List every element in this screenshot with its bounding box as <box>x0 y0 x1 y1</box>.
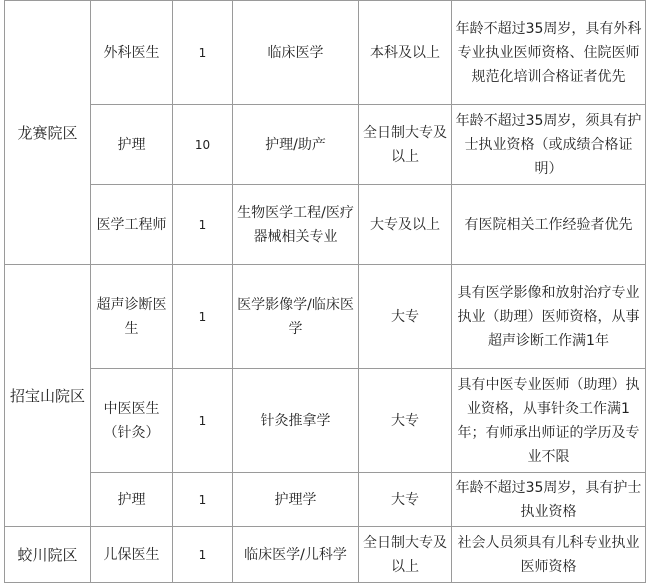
position-cell: 中医医生（针灸） <box>91 369 173 473</box>
major-cell: 护理学 <box>233 473 359 527</box>
requirement-cell: 具有中医专业医师（助理）执业资格，从事针灸工作满1年；有师承出师证的学历及专业不限 <box>452 369 646 473</box>
education-cell: 大专 <box>359 369 452 473</box>
recruitment-table <box>4 0 646 583</box>
count-cell: 1 <box>173 185 233 265</box>
position-cell: 医学工程师 <box>91 185 173 265</box>
requirement-cell: 年龄不超过35周岁，具有外科专业执业医师资格、住院医师规范化培训合格证者优先 <box>452 1 646 105</box>
major-cell: 医学影像学/临床医学 <box>233 265 359 369</box>
education-cell: 大专 <box>359 265 452 369</box>
table-row <box>5 369 646 473</box>
count-cell: 10 <box>173 105 233 185</box>
count-cell: 1 <box>173 473 233 527</box>
requirement-cell: 年龄不超过35周岁，须具有护士执业资格（或成绩合格证明） <box>452 105 646 185</box>
education-cell: 本科及以上 <box>359 1 452 105</box>
position-cell: 外科医生 <box>91 1 173 105</box>
position-cell: 超声诊断医生 <box>91 265 173 369</box>
requirement-cell: 年龄不超过35周岁，具有护士执业资格 <box>452 473 646 527</box>
major-cell: 针灸推拿学 <box>233 369 359 473</box>
major-cell: 临床医学/儿科学 <box>233 527 359 583</box>
campus-cell: 招宝山院区 <box>5 265 91 527</box>
campus-cell: 龙赛院区 <box>5 1 91 265</box>
table-row <box>5 527 646 583</box>
count-cell: 1 <box>173 265 233 369</box>
education-cell: 大专 <box>359 473 452 527</box>
education-cell: 全日制大专及以上 <box>359 527 452 583</box>
major-cell: 护理/助产 <box>233 105 359 185</box>
major-cell: 生物医学工程/医疗器械相关专业 <box>233 185 359 265</box>
requirement-cell: 社会人员须具有儿科专业执业医师资格 <box>452 527 646 583</box>
count-cell: 1 <box>173 1 233 105</box>
table-row <box>5 185 646 265</box>
position-cell: 护理 <box>91 105 173 185</box>
count-cell: 1 <box>173 527 233 583</box>
requirement-cell: 有医院相关工作经验者优先 <box>452 185 646 265</box>
table-row <box>5 265 646 369</box>
table-row <box>5 473 646 527</box>
campus-cell: 蛟川院区 <box>5 527 91 583</box>
table-row <box>5 105 646 185</box>
education-cell: 全日制大专及以上 <box>359 105 452 185</box>
major-cell: 临床医学 <box>233 1 359 105</box>
position-cell: 护理 <box>91 473 173 527</box>
position-cell: 儿保医生 <box>91 527 173 583</box>
requirement-cell: 具有医学影像和放射治疗专业执业（助理）医师资格，从事超声诊断工作满1年 <box>452 265 646 369</box>
education-cell: 大专及以上 <box>359 185 452 265</box>
table-row <box>5 1 646 105</box>
count-cell: 1 <box>173 369 233 473</box>
